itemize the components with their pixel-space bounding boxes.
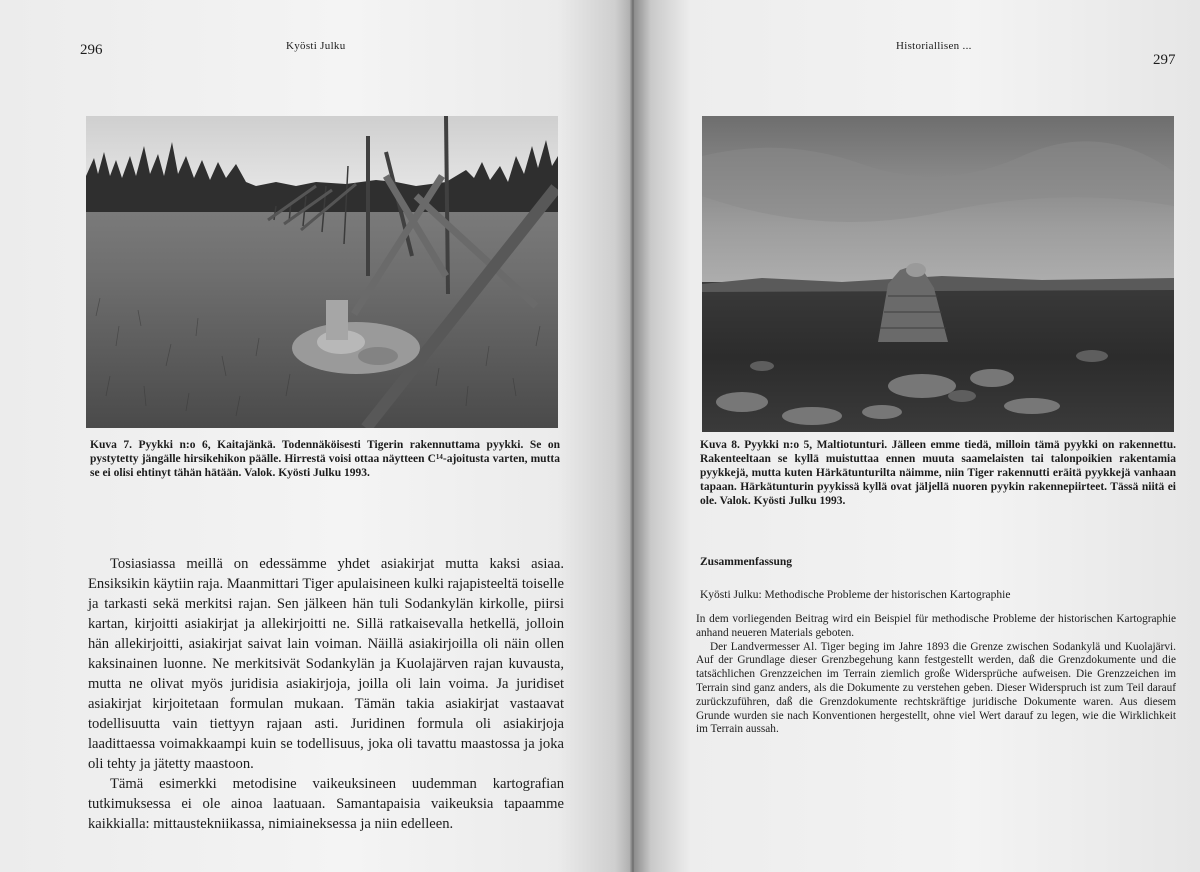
summary-paragraph: Der Landvermesser Al. Tiger beging im Jahre 1893 die Grenze zwischen Sodankylä und Kuolajärvi. Auf der Grundlage dieser Grenzbegehung kann festgestellt werden, daß die Grenzdokumente und die tatsächlichen Grenzzeichen im Terrain ziemlich große Widersprüche aufweisen. Die Grenzzeichen im Terrain sind ganz anders, als die Dokumente zu verstehen geben. Dieser Widerspruch ist zum Teil darauf zurückzuführen, daß die Grenzdokumente rechtskräftige juridische Dokumente waren. Aus diesem Grunde wurden sie nach Konventionen hergestellt, ohne viel Wert darauf zu legen, wie die Wirklichkeit im Terrain aussah.	[696, 640, 1176, 736]
right-page	[634, 0, 1200, 872]
figure-caption-8: Kuva 8. Pyykki n:o 5, Maltiotunturi. Jälleen emme tiedä, milloin tämä pyykki on rakennettu. Rakenteeltaan se kyllä muistuttaa ennen muuta saamelaisten tai talonpoikien rakentamia pyykkejä, mutta kuten Härkätunturilta näimme, niin Tiger rakennutti eräitä pyykkejä vanhaan tapaan. Härkätunturin pyykissä kyllä ovat jäljellä nuoren pyykin rakennepiirteet. Tässä niitä ei ole. Valok. Kyösti Julku 1993.	[700, 439, 1176, 507]
running-head-right: Historiallisen ...	[896, 40, 972, 52]
left-body-text	[88, 554, 564, 834]
summary-title: Kyösti Julku: Methodische Probleme der historischen Kartographie	[700, 589, 1011, 601]
photo-stone-cairn	[702, 116, 1174, 432]
summary-text	[696, 613, 1176, 737]
body-paragraph: Tosiasiassa meillä on edessämme yhdet asiakirjat mutta kaksi asiaa. Ensiksikin käytiin raja. Maanmittari Tiger apulaisineen kulki rajapisteeltä toiselle ja tarkasti sekä merkitsi rajan. Sen jälkeen hän tuli Sodankylän kirkolle, piirsi kartan, kirjoitti asiakirjat ja allekirjoitti ne. Sillä ratkaisevalla hetkellä, jolloin hän allekirjoitti, asiakirjat saivat lain voiman. Näillä asiakirjoilla oli näin ollen kaksinainen luonne. Ne merkitsivät Sodankylän ja Kuolajärven rajan kuvausta, mutta ne olivat myös juridisia asiakirjoja, joilla oli lain voima. Ja juridiset asiakirjat kirjoitetaan formulan mukaan. Tämän takia asiakirjat vastaavat todellisuutta vain tiettyyn rajaan asti. Juridinen formula oli asiakirjoja laadittaessa voimakkaampi kuin se todellisuus, joka oli tavattu maastossa ja joka oli tehty ja jätetty maastoon.	[88, 556, 564, 772]
figure-caption-7: Kuva 7. Pyykki n:o 6, Kaitajänkä. Todennäköisesti Tigerin rakennuttama pyykki. Se on pystytetty jängälle hirsikehikon päälle. Hirrestä voisi ottaa näytteen C¹⁴-ajoitusta varten, mutta se ei olisi ehtinyt tähän hätään. Valok. Kyösti Julku 1993.	[90, 439, 560, 479]
cairn-photo-image	[702, 116, 1174, 432]
page-number-right: 297	[1153, 52, 1176, 68]
photo-fence-marker	[86, 116, 558, 428]
summary-heading: Zusammenfassung	[700, 556, 793, 568]
body-paragraph: Tämä esimerkki metodisine vaikeuksineen uudemman kartografian tutkimuksessa ei ole ainoa laatuaan. Samantapaisia vaikeuksia tapaamme kaikkialla: mittaustekniikassa, nimiaineksessa ja niin edelleen.	[88, 776, 564, 832]
summary-paragraph: In dem vorliegenden Beitrag wird ein Beispiel für methodische Probleme der historischen Kartographie anhand neueren Materials geboten.	[696, 613, 1176, 639]
fence-photo-image	[86, 116, 558, 428]
running-head-left: Kyösti Julku	[286, 40, 346, 52]
page-number-left: 296	[80, 42, 103, 58]
